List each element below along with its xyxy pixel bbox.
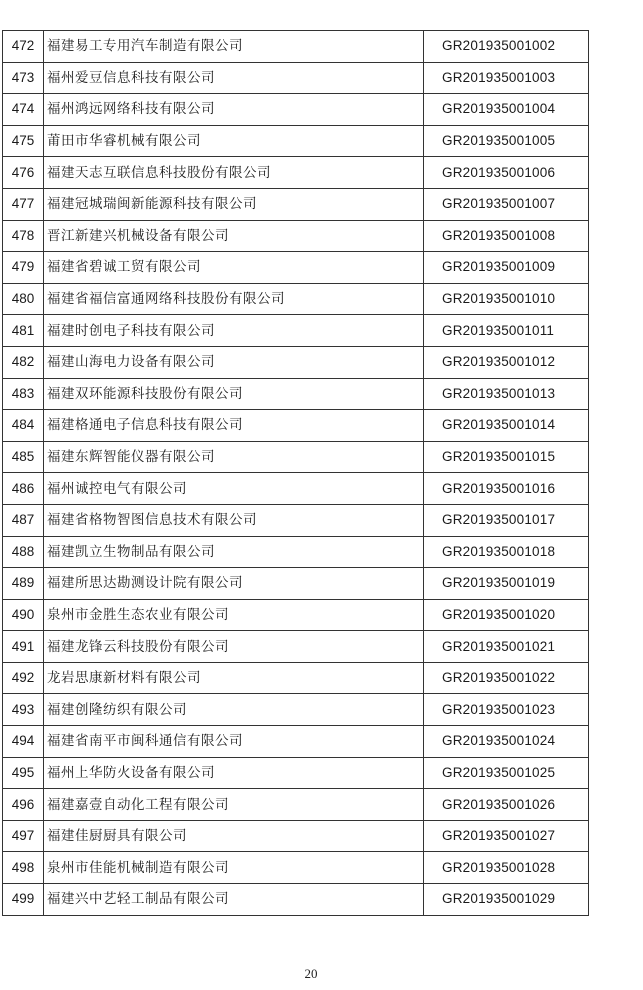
table-row bbox=[3, 94, 589, 126]
row-number: 483 bbox=[3, 378, 44, 410]
table-row bbox=[3, 568, 589, 600]
table-row bbox=[3, 694, 589, 726]
company-name: 福建省碧诚工贸有限公司 bbox=[44, 252, 424, 284]
certificate-number: GR201935001027 bbox=[424, 820, 589, 852]
row-number: 494 bbox=[3, 726, 44, 758]
table-row bbox=[3, 599, 589, 631]
table-row bbox=[3, 125, 589, 157]
table-row bbox=[3, 473, 589, 505]
certificate-number: GR201935001024 bbox=[424, 726, 589, 758]
row-number: 481 bbox=[3, 315, 44, 347]
row-number: 485 bbox=[3, 441, 44, 473]
table-row bbox=[3, 31, 589, 63]
certificate-number: GR201935001014 bbox=[424, 410, 589, 442]
company-name: 福建易工专用汽车制造有限公司 bbox=[44, 31, 424, 63]
row-number: 490 bbox=[3, 599, 44, 631]
row-number: 488 bbox=[3, 536, 44, 568]
company-name: 福建东辉智能仪器有限公司 bbox=[44, 441, 424, 473]
table-row bbox=[3, 631, 589, 663]
certificate-number: GR201935001025 bbox=[424, 757, 589, 789]
company-name: 福建格通电子信息科技有限公司 bbox=[44, 410, 424, 442]
certificate-number: GR201935001010 bbox=[424, 283, 589, 315]
table-row bbox=[3, 789, 589, 821]
company-name: 福州鸿远网络科技有限公司 bbox=[44, 94, 424, 126]
company-name: 福建时创电子科技有限公司 bbox=[44, 315, 424, 347]
company-name: 福建兴中艺轻工制品有限公司 bbox=[44, 884, 424, 916]
row-number: 486 bbox=[3, 473, 44, 505]
company-name: 福建省福信富通网络科技股份有限公司 bbox=[44, 283, 424, 315]
company-name: 福建冠城瑞闽新能源科技有限公司 bbox=[44, 188, 424, 220]
row-number: 476 bbox=[3, 157, 44, 189]
row-number: 484 bbox=[3, 410, 44, 442]
company-name: 福州上华防火设备有限公司 bbox=[44, 757, 424, 789]
company-name: 福州诚控电气有限公司 bbox=[44, 473, 424, 505]
row-number: 492 bbox=[3, 662, 44, 694]
page-number: 20 bbox=[304, 966, 318, 981]
table-row bbox=[3, 220, 589, 252]
company-name: 泉州市佳能机械制造有限公司 bbox=[44, 852, 424, 884]
company-name: 福建山海电力设备有限公司 bbox=[44, 346, 424, 378]
certificate-number: GR201935001020 bbox=[424, 599, 589, 631]
certificate-number: GR201935001022 bbox=[424, 662, 589, 694]
row-number: 496 bbox=[3, 789, 44, 821]
certificate-number: GR201935001019 bbox=[424, 568, 589, 600]
table-row bbox=[3, 62, 589, 94]
row-number: 499 bbox=[3, 884, 44, 916]
table-row bbox=[3, 662, 589, 694]
row-number: 493 bbox=[3, 694, 44, 726]
company-name: 晋江新建兴机械设备有限公司 bbox=[44, 220, 424, 252]
row-number: 480 bbox=[3, 283, 44, 315]
certificate-number: GR201935001004 bbox=[424, 94, 589, 126]
company-name: 福建天志互联信息科技股份有限公司 bbox=[44, 157, 424, 189]
table-row bbox=[3, 283, 589, 315]
company-name: 福建龙锋云科技股份有限公司 bbox=[44, 631, 424, 663]
company-name: 福建凯立生物制品有限公司 bbox=[44, 536, 424, 568]
company-name: 龙岩思康新材料有限公司 bbox=[44, 662, 424, 694]
certificate-number: GR201935001029 bbox=[424, 884, 589, 916]
row-number: 487 bbox=[3, 504, 44, 536]
row-number: 482 bbox=[3, 346, 44, 378]
company-table-body bbox=[3, 31, 589, 916]
company-name: 福建所思达勘测设计院有限公司 bbox=[44, 568, 424, 600]
company-table bbox=[2, 30, 589, 916]
table-row bbox=[3, 726, 589, 758]
row-number: 475 bbox=[3, 125, 44, 157]
row-number: 497 bbox=[3, 820, 44, 852]
row-number: 478 bbox=[3, 220, 44, 252]
table-row bbox=[3, 441, 589, 473]
row-number: 489 bbox=[3, 568, 44, 600]
certificate-number: GR201935001011 bbox=[424, 315, 589, 347]
certificate-number: GR201935001028 bbox=[424, 852, 589, 884]
row-number: 479 bbox=[3, 252, 44, 284]
table-row bbox=[3, 410, 589, 442]
certificate-number: GR201935001021 bbox=[424, 631, 589, 663]
certificate-number: GR201935001012 bbox=[424, 346, 589, 378]
table-row bbox=[3, 188, 589, 220]
table-row bbox=[3, 157, 589, 189]
certificate-number: GR201935001008 bbox=[424, 220, 589, 252]
table-row bbox=[3, 757, 589, 789]
table-row bbox=[3, 315, 589, 347]
table-row bbox=[3, 346, 589, 378]
certificate-number: GR201935001023 bbox=[424, 694, 589, 726]
certificate-number: GR201935001007 bbox=[424, 188, 589, 220]
table-row bbox=[3, 378, 589, 410]
company-name: 福建省南平市闽科通信有限公司 bbox=[44, 726, 424, 758]
row-number: 498 bbox=[3, 852, 44, 884]
company-name: 福建创隆纺织有限公司 bbox=[44, 694, 424, 726]
company-name: 福建佳厨厨具有限公司 bbox=[44, 820, 424, 852]
row-number: 473 bbox=[3, 62, 44, 94]
certificate-number: GR201935001002 bbox=[424, 31, 589, 63]
certificate-number: GR201935001006 bbox=[424, 157, 589, 189]
company-name: 福建双环能源科技股份有限公司 bbox=[44, 378, 424, 410]
company-name: 福建省格物智图信息技术有限公司 bbox=[44, 504, 424, 536]
certificate-number: GR201935001026 bbox=[424, 789, 589, 821]
table-row bbox=[3, 852, 589, 884]
row-number: 477 bbox=[3, 188, 44, 220]
company-name: 泉州市金胜生态农业有限公司 bbox=[44, 599, 424, 631]
certificate-number: GR201935001015 bbox=[424, 441, 589, 473]
table-row bbox=[3, 820, 589, 852]
table-row bbox=[3, 252, 589, 284]
certificate-number: GR201935001013 bbox=[424, 378, 589, 410]
row-number: 474 bbox=[3, 94, 44, 126]
company-name: 福建嘉壹自动化工程有限公司 bbox=[44, 789, 424, 821]
certificate-number: GR201935001018 bbox=[424, 536, 589, 568]
company-name: 福州爱豆信息科技有限公司 bbox=[44, 62, 424, 94]
table-row bbox=[3, 504, 589, 536]
company-name: 莆田市华睿机械有限公司 bbox=[44, 125, 424, 157]
table-row bbox=[3, 884, 589, 916]
certificate-number: GR201935001005 bbox=[424, 125, 589, 157]
row-number: 491 bbox=[3, 631, 44, 663]
certificate-number: GR201935001003 bbox=[424, 62, 589, 94]
row-number: 495 bbox=[3, 757, 44, 789]
table-row bbox=[3, 536, 589, 568]
certificate-number: GR201935001017 bbox=[424, 504, 589, 536]
row-number: 472 bbox=[3, 31, 44, 63]
certificate-number: GR201935001009 bbox=[424, 252, 589, 284]
certificate-number: GR201935001016 bbox=[424, 473, 589, 505]
